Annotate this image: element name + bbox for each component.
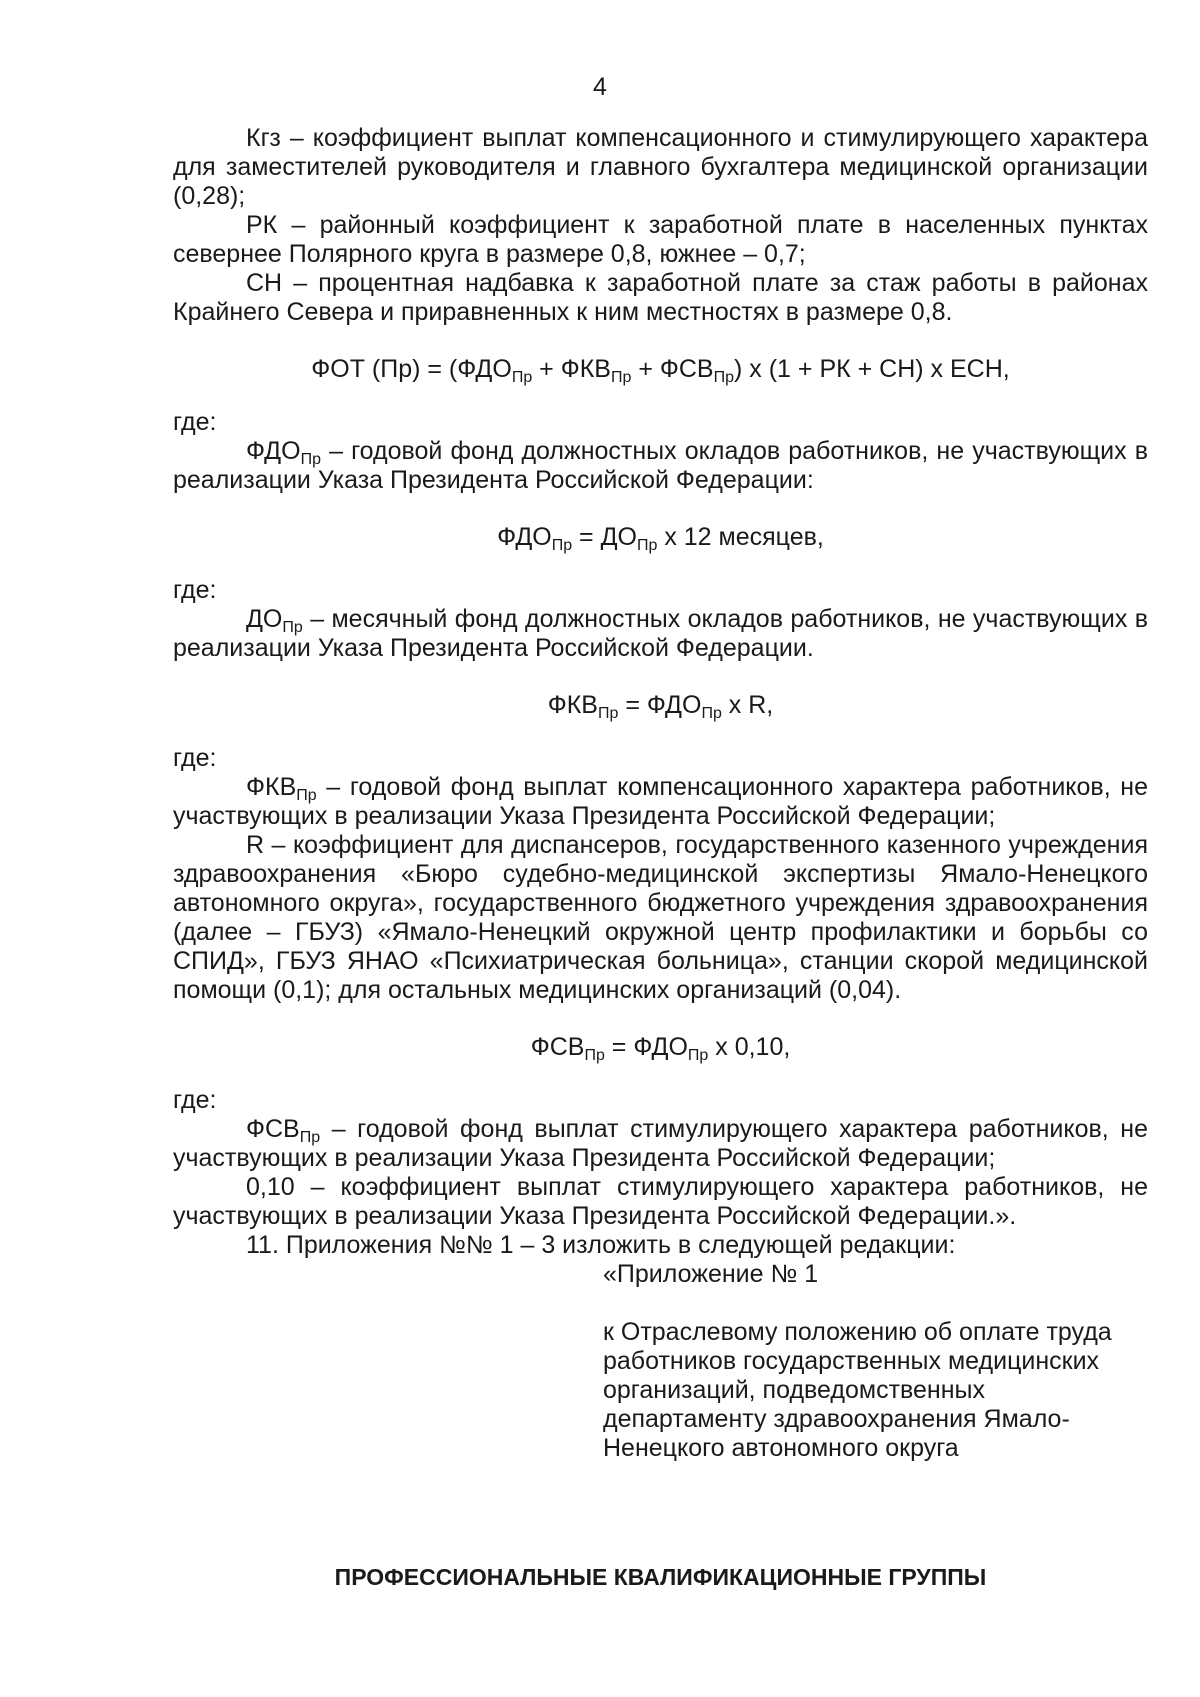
document-body xyxy=(173,124,1148,1463)
appendix-title: «Приложение № 1 xyxy=(603,1260,819,1288)
paragraph-sn: СН – процентная надбавка к заработной плате за стаж работы в районах Крайнего Севера и приравненных к ним местностях в размере 0,8. xyxy=(173,269,1148,326)
formula-fkv: $ФКВ_{Пр} = ФДО_{Пр}$ х R, xyxy=(547,691,774,722)
definition-fsv: $ФСВ_{Пр}$ – годовой фонд выплат стимулирующего характера работников, не участвующих в реализации Указа Президента Российской Федерации; xyxy=(173,1115,1148,1172)
page-number: 4 xyxy=(593,73,607,101)
where-label-1: где: xyxy=(173,408,217,436)
where-label-3: где: xyxy=(173,744,217,772)
definition-fdo: $ФДО_{Пр}$ – годовой фонд должностных окладов работников, не участвующих в реализации Указа Президента Российской Федерации: xyxy=(173,437,1148,494)
where-label-2: где: xyxy=(173,576,217,604)
formula-fsv: $ФСВ_{Пр} = ФДО_{Пр}$ х 0,10, xyxy=(530,1033,791,1064)
paragraph-kgz: Кгз – коэффициент выплат компенсационного и стимулирующего характера для заместителей руководителя и главного бухгалтера медицинской организации (0,28); xyxy=(173,124,1148,210)
definition-010: 0,10 – коэффициент выплат стимулирующего характера работников, не участвующих в реализации Указа Президента Российской Федерации.». xyxy=(173,1173,1148,1230)
appendix-text: к Отраслевому положению об оплате труда работников государственных медицинских организаций, подведомственных департаменту здравоохранения Ямало-Ненецкого автономного округа xyxy=(603,1318,1112,1462)
definition-r: R – коэффициент для диспансеров, государственного казенного учреждения здравоохранения «Бюро судебно-медицинской экспертизы Ямало-Ненецкого автономного округа», государственного бюджетного учреждения здравоохранения (далее – ГБУЗ) «Ямало-Ненецкий окружной центр профилактики и борьбы со СПИД», ГБУЗ ЯНАО «Психиатрическая больница», станции скорой медицинской помощи (0,1); для остальных медицинских организаций (0,04). xyxy=(173,831,1148,1004)
appendix-block xyxy=(603,1260,1148,1463)
item-11: 11. Приложения №№ 1 – 3 изложить в следующей редакции: xyxy=(246,1231,956,1259)
paragraph-rk: РК – районный коэффициент к заработной плате в населенных пунктах севернее Полярного круга в размере 0,8, южнее – 0,7; xyxy=(173,211,1148,268)
section-heading: ПРОФЕССИОНАЛЬНЫЕ КВАЛИФИКАЦИОННЫЕ ГРУППЫ xyxy=(334,1564,987,1590)
where-label-4: где: xyxy=(173,1086,217,1114)
definition-fkv: $ФКВ_{Пр}$ – годовой фонд выплат компенсационного характера работников, не участвующих в реализации Указа Президента Российской Федерации; xyxy=(173,773,1148,830)
formula-fdo: $ФДО_{Пр} = ДО_{Пр}$ х 12 месяцев, xyxy=(497,523,824,554)
formula-fot: ФОТ $(Пр) = (ФДО_{Пр} + ФКВ_{Пр} + ФСВ_{Пр})$ х (1 + РК + СН) х ЕСН, xyxy=(311,355,1010,386)
definition-do: $ДО_{Пр}$ – месячный фонд должностных окладов работников, не участвующих в реализации Указа Президента Российской Федерации. xyxy=(173,605,1148,662)
